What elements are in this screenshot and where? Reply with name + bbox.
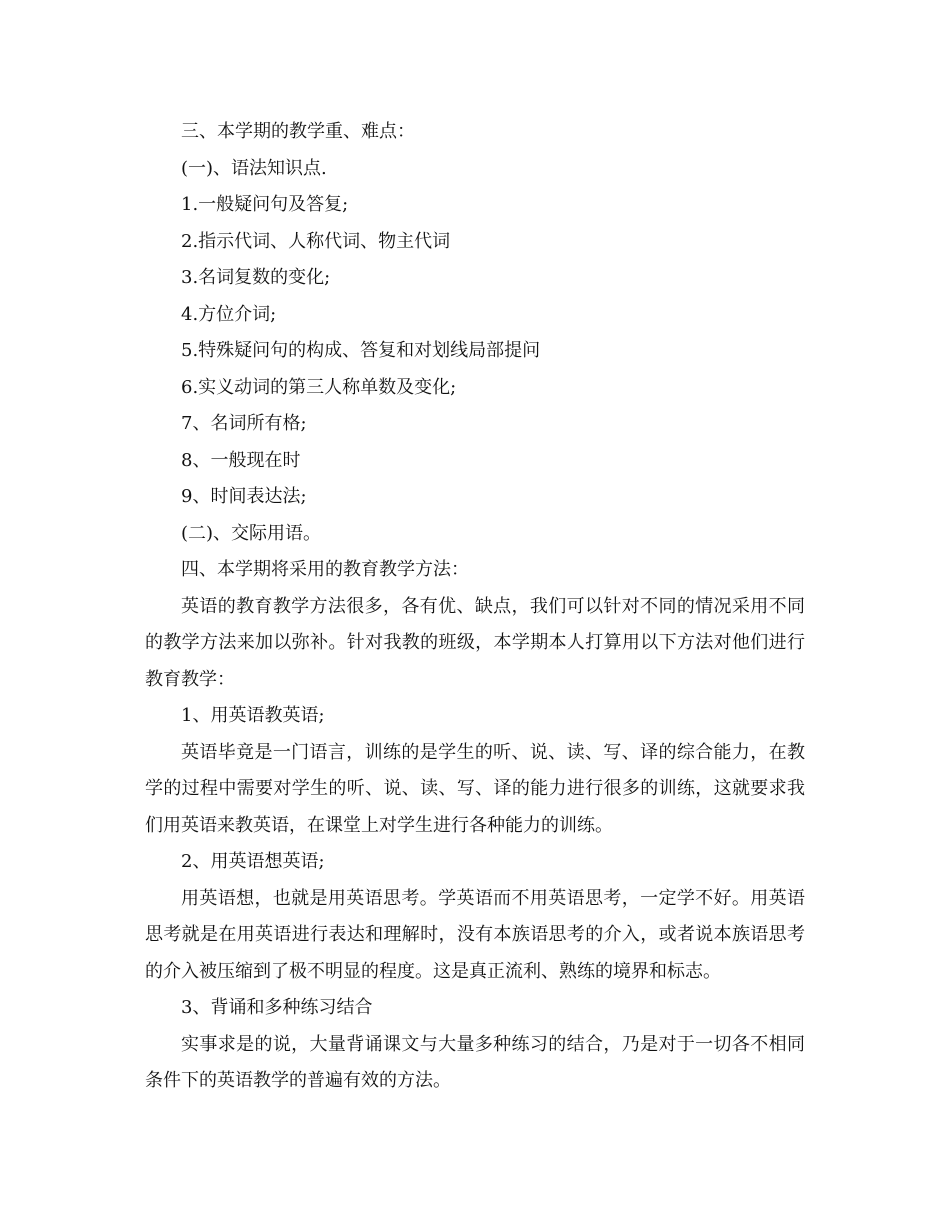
grammar-item: 8、一般现在时 xyxy=(181,449,301,471)
method1-heading: 1、用英语教英语; xyxy=(181,705,325,726)
method2-paragraph: 用英语想，也就是用英语思考。学英语而不用英语思考，一定学不好。用英语思考就是在用英语进行表达和理解时，没有本族语思考的介入，或者说本族语思考的介入被压缩到了极不明显的程度。这是真正流利、熟练的境界和标志。 xyxy=(145,887,805,982)
section4-intro-paragraph: 英语的教育教学方法很多，各有优、缺点，我们可以针对不同的情况采用不同的教学方法来加以弥补。针对我教的班级，本学期本人打算用以下方法对他们进行教育教学： xyxy=(145,595,805,690)
grammar-item: 4.方位介词; xyxy=(181,303,277,325)
section4-heading: 四、本学期将采用的教育教学方法： xyxy=(181,559,469,580)
grammar-item: 9、时间表达法; xyxy=(181,486,307,507)
grammar-item: 5.特殊疑问句的构成、答复和对划线局部提问 xyxy=(181,340,541,361)
grammar-item: 6.实义动词的第三人称单数及变化; xyxy=(181,376,457,398)
method3-paragraph: 实事求是的说，大量背诵课文与大量多种练习的结合，乃是对于一切各不相同条件下的英语教学的普遍有效的方法。 xyxy=(145,1033,805,1091)
grammar-heading: (一)、语法知识点. xyxy=(181,157,327,179)
grammar-item: 3.名词复数的变化; xyxy=(181,267,331,288)
grammar-item: 7、名词所有格; xyxy=(181,413,307,434)
grammar-item: 2.指示代词、人称代词、物主代词 xyxy=(181,230,451,252)
section3-heading: 三、本学期的教学重、难点： xyxy=(181,121,415,142)
method3-heading: 3、背诵和多种练习结合 xyxy=(181,997,373,1018)
grammar-item: 1.一般疑问句及答复; xyxy=(181,194,349,215)
method2-heading: 2、用英语想英语; xyxy=(181,851,325,872)
document-body xyxy=(145,114,805,1100)
method1-paragraph: 英语毕竟是一门语言，训练的是学生的听、说、读、写、译的综合能力，在教学的过程中需要对学生的听、说、读、写、译的能力进行很多的训练，这就要求我们用英语来教英语，在课堂上对学生进行各种能力的训练。 xyxy=(145,741,805,836)
communication-heading: (二)、交际用语。 xyxy=(181,522,322,544)
